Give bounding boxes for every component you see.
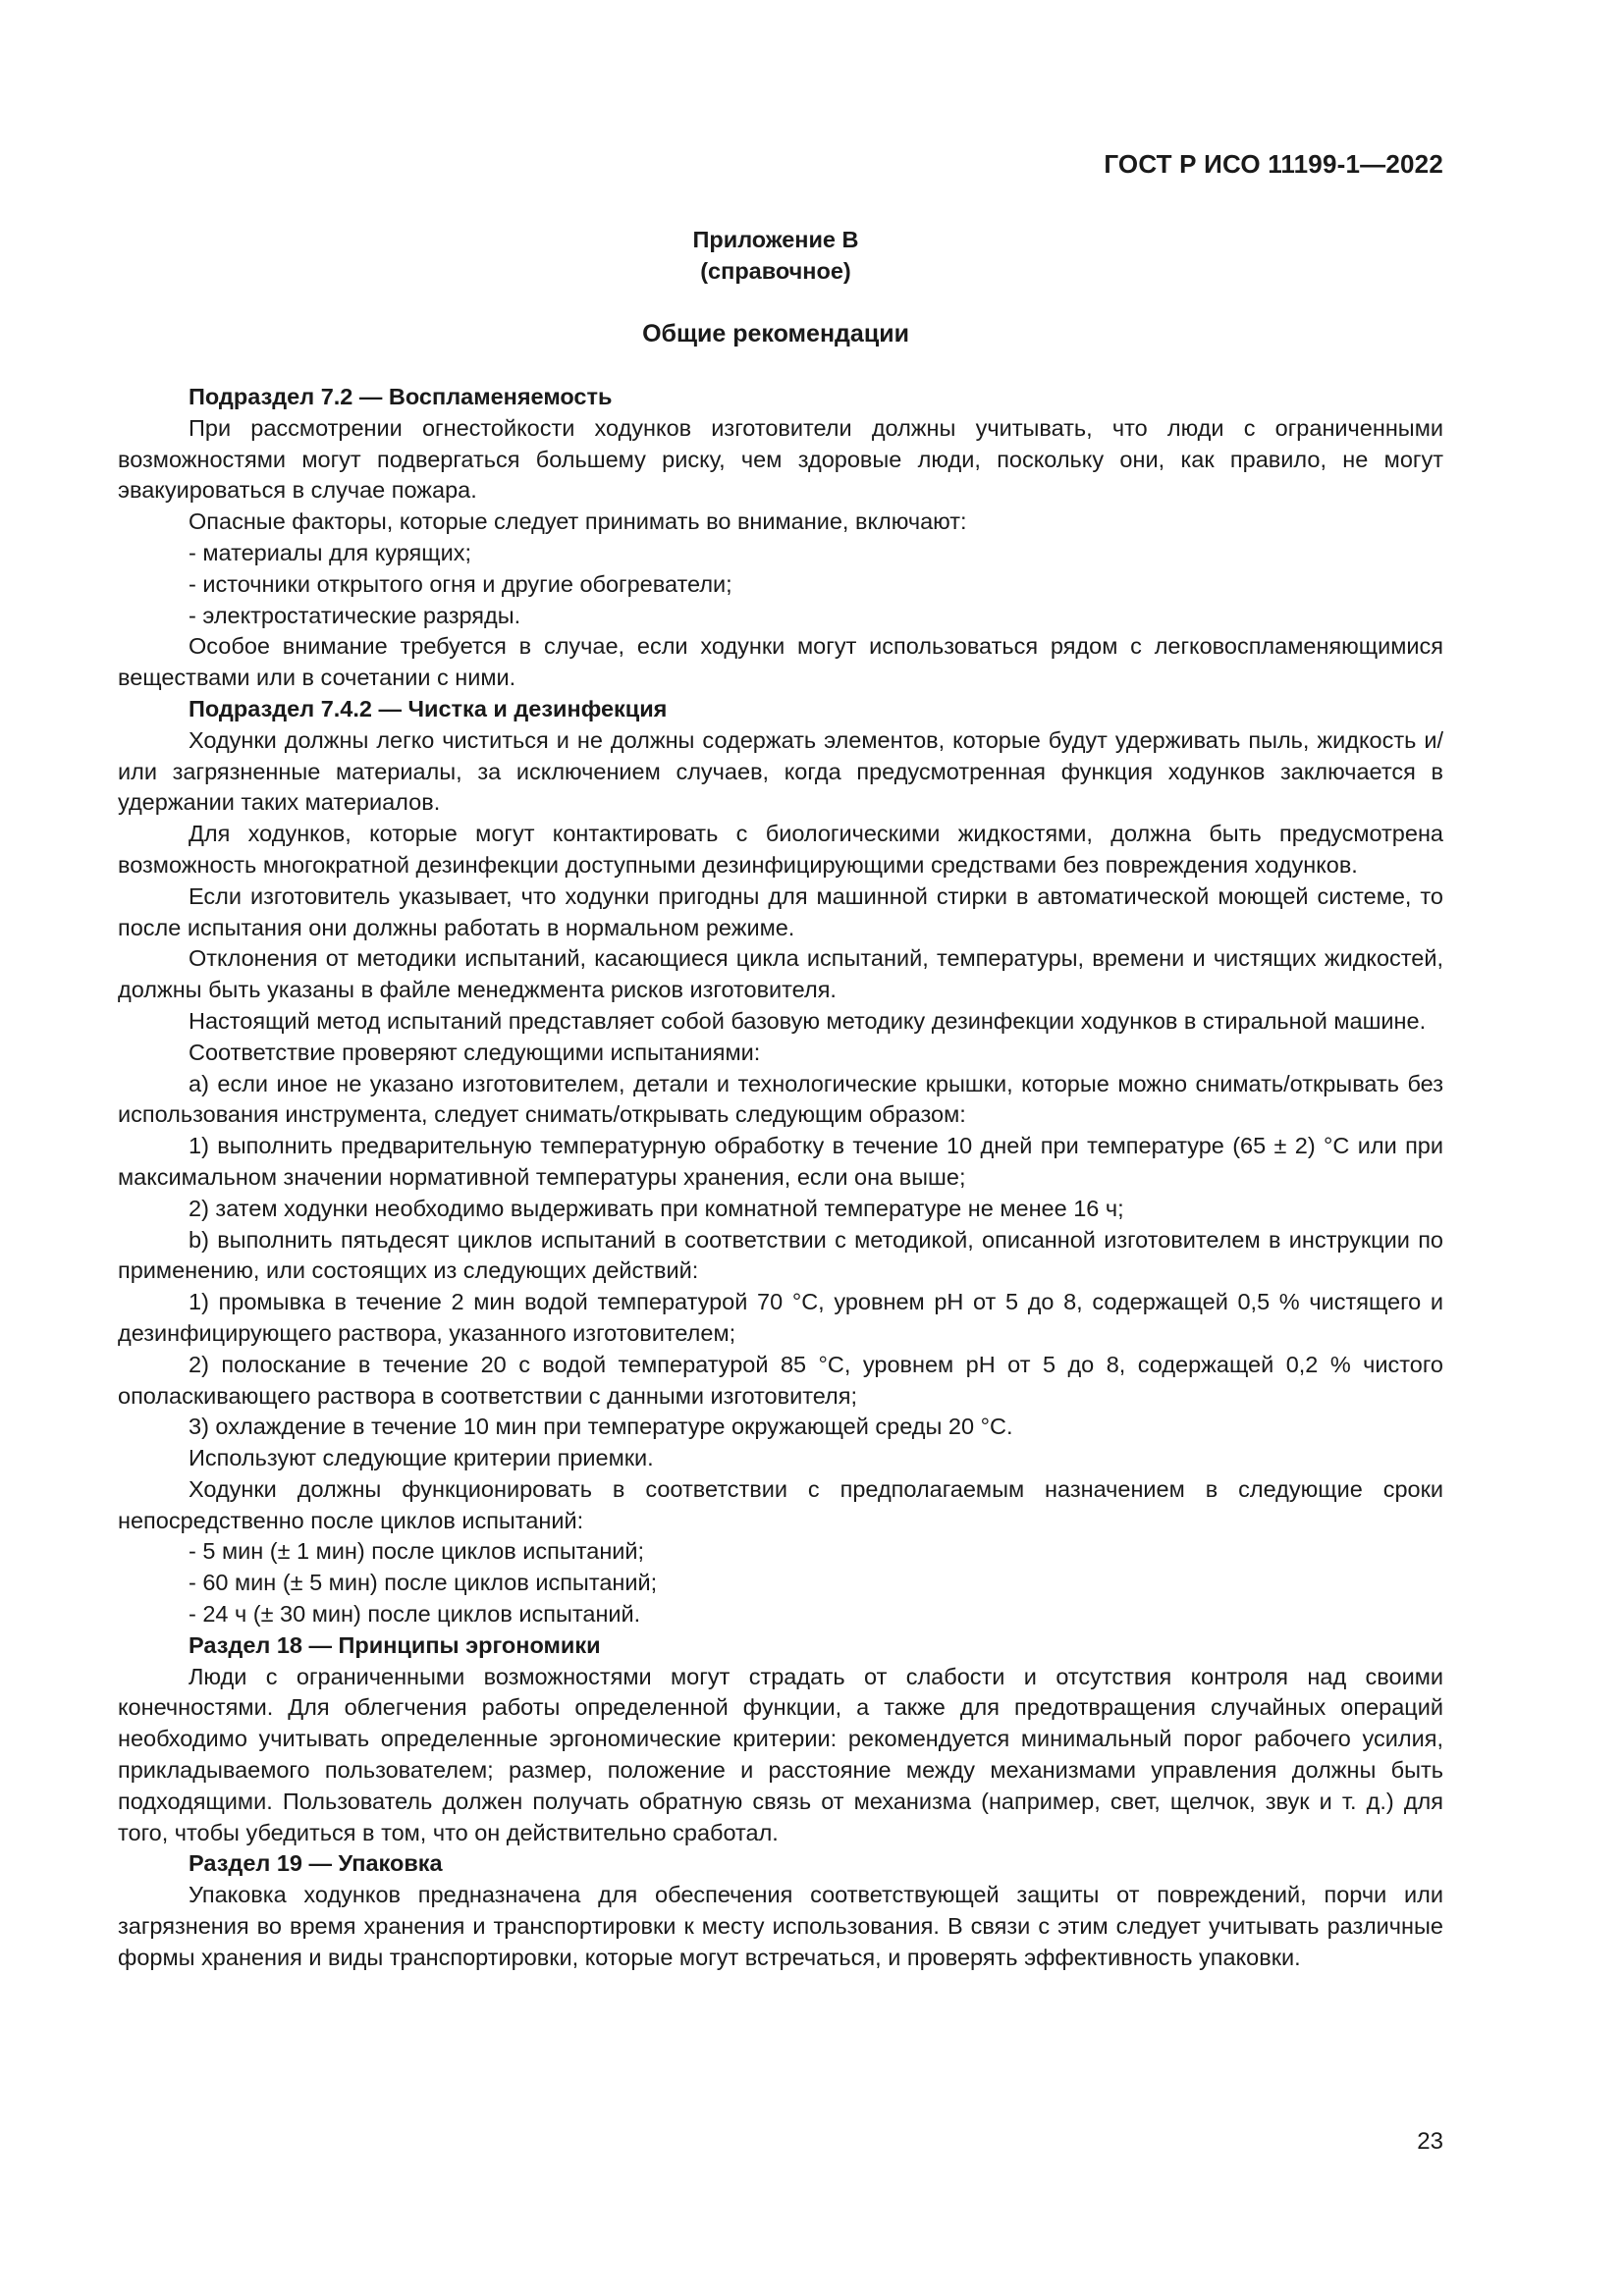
paragraph: При рассмотрении огнестойкости ходунков изготовители должны учитывать, что люди с ограниченными возможностями могут подвергаться большему риску, чем здоровые люди, поскольку они, как правило, не могут эвакуироваться в случае пожара.: [118, 414, 1443, 504]
section-heading: Подраздел 7.4.2 — Чистка и дезинфекция: [189, 695, 668, 721]
annex-heading: [0, 224, 1551, 287]
list-item: - электростатические разряды.: [189, 602, 521, 628]
paragraph: b) выполнить пятьдесят циклов испытаний в соответствии с методикой, описанной изготовителем в инструкции по применению, или состоящих из следующих действий:: [118, 1226, 1443, 1284]
paragraph: Упаковка ходунков предназначена для обеспечения соответствующей защиты от повреждений, порчи или загрязнения во время хранения и транспортировки к месту использования. В связи с этим следует учитывать различные формы хранения и виды транспортировки, которые могут встречаться, и проверять эффективность упаковки.: [118, 1882, 1443, 1970]
section-heading: Раздел 18 — Принципы эргономики: [189, 1631, 601, 1658]
paragraph: Опасные факторы, которые следует принимать во внимание, включают:: [189, 508, 967, 535]
paragraph: 1) промывка в течение 2 мин водой температурой 70 °C, уровнем pH от 5 до 8, содержащей 0,5 % чистящего и дезинфицирующего раствора, указанного изготовителем;: [118, 1289, 1443, 1346]
paragraph: 3) охлаждение в течение 10 мин при температуре окружающей среды 20 °C.: [189, 1414, 1013, 1440]
paragraph: 1) выполнить предварительную температурную обработку в течение 10 дней при температуре (65 ± 2) °C или при максимальном значении нормативной температуры хранения, если она выше;: [118, 1133, 1443, 1190]
document-body: [118, 382, 1443, 1974]
paragraph: Для ходунков, которые могут контактировать с биологическими жидкостями, должна быть предусмотрена возможность многократной дезинфекции доступными дезинфицирующими средствами без повреждения ходунков.: [118, 821, 1443, 878]
list-item: - материалы для курящих;: [189, 539, 472, 565]
paragraph: Особое внимание требуется в случае, если ходунки могут использоваться рядом с легковоспламеняющимися веществами или в сочетании с ними.: [118, 633, 1443, 691]
list-item: - 60 мин (± 5 мин) после циклов испытаний;: [189, 1570, 658, 1596]
page-number: 23: [1417, 2128, 1443, 2155]
paragraph: Соответствие проверяют следующими испытаниями:: [189, 1039, 761, 1065]
paragraph: Ходунки должны функционировать в соответствии с предполагаемым назначением в следующие сроки непосредственно после циклов испытаний:: [118, 1475, 1443, 1533]
paragraph: Ходунки должны легко чиститься и не должны содержать элементов, которые будут удерживать пыль, жидкость и/или загрязненные материалы, за исключением случаев, когда предусмотренная функция ходунков заключается в удержании таких материалов.: [118, 726, 1443, 816]
annex-title: Общие рекомендации: [642, 320, 909, 347]
paragraph: 2) полоскание в течение 20 с водой температурой 85 °C, уровнем pH от 5 до 8, содержащей 0,2 % чистого ополаскивающего раствора в соответствии с данными изготовителя;: [118, 1351, 1443, 1409]
annex-label: Приложение B: [692, 227, 859, 252]
section-heading: Подраздел 7.2 — Воспламеняемость: [189, 384, 613, 409]
paragraph: 2) затем ходунки необходимо выдерживать при комнатной температуре не менее 16 ч;: [189, 1195, 1124, 1221]
section-heading: Раздел 19 — Упаковка: [189, 1850, 443, 1877]
paragraph: Отклонения от методики испытаний, касающиеся цикла испытаний, температуры, времени и чистящих жидкостей, должны быть указаны в файле менеджмента рисков изготовителя.: [118, 945, 1443, 1003]
list-item: - 5 мин (± 1 мин) после циклов испытаний;: [189, 1538, 645, 1565]
paragraph: а) если иное не указано изготовителем, детали и технологические крышки, которые можно снимать/открывать без использования инструмента, следует снимать/открывать следующим образом:: [118, 1070, 1443, 1128]
standard-code: ГОСТ Р ИСО 11199-1—2022: [1104, 149, 1443, 179]
paragraph: Настоящий метод испытаний представляет собой базовую методику дезинфекции ходунков в стиральной машине.: [189, 1007, 1427, 1034]
paragraph: Используют следующие критерии приемки.: [189, 1445, 654, 1471]
list-item: - 24 ч (± 30 мин) после циклов испытаний.: [189, 1601, 641, 1628]
list-item: - источники открытого огня и другие обогреватели;: [189, 570, 732, 597]
annex-type: (справочное): [700, 258, 851, 284]
paragraph: Люди с ограниченными возможностями могут страдать от слабости и отсутствия контроля над своими конечностями. Для облегчения работы определенной функции, а также для предотвращения случайных операций необходимо учитывать определенные эргономические критерии: рекомендуется минимальный порог рабочего усилия, прикладываемого пользователем; размер, положение и расстояние между механизмами управления должны быть подходящими. Пользователь должен получать обратную связь от механизма (например, свет, щелчок, звук и т. д.) для того, чтобы убедиться в том, что он действительно сработал.: [118, 1663, 1443, 1845]
paragraph: Если изготовитель указывает, что ходунки пригодны для машинной стирки в автоматической моющей системе, то после испытания они должны работать в нормальном режиме.: [118, 882, 1443, 940]
